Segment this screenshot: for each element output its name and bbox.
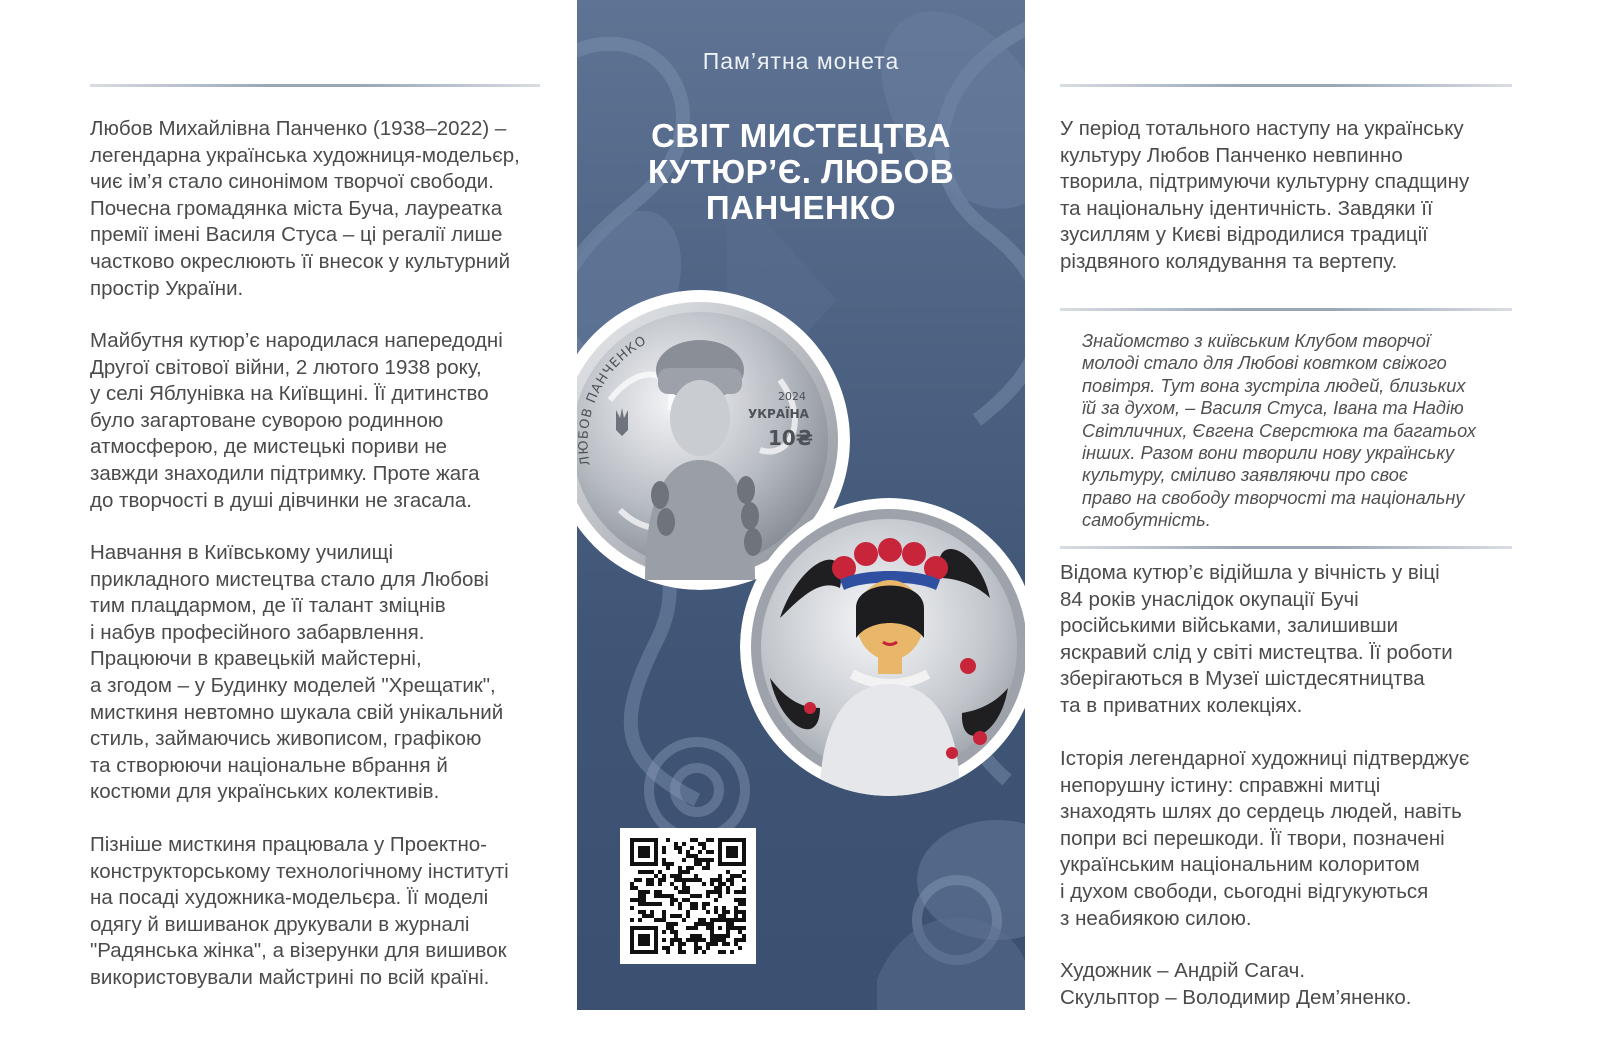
left-paragraph-3: Навчання в Київському училищі прикладного мистецтва стало для Любові тим плацдармом, де її талант зміцнів і набув професійного забарвлення. Працюючи в кравецькій майстерні, а згодом – у Будинку моделей "Хрещатик", мисткиня невтомно шукала свій унікальний стиль, займаючись живописом, графікою та створюючи національне вбрання й костюми для українських колективів. [90, 541, 504, 804]
left-paragraph-1: Любов Михайлівна Панченко (1938–2022) – легендарна українська художниця-модельєр, чиє ім’я стало синонімом творчої свободи. Почесна громадянка міста Буча, лауреатка премії імені Василя Стуса – ці регалії лише частково окреслюють її внесок у культурний простір України. [90, 117, 520, 300]
coin-country: УКРАЇНА [748, 407, 809, 421]
coin-title-line-2: КУТЮР’Є. ЛЮБОВ [647, 153, 955, 190]
coin-kicker: Пам’ятна монета [702, 48, 900, 74]
qr-code[interactable] [620, 828, 756, 964]
coin-panel [577, 0, 1025, 1010]
coin-title-line-3: ПАНЧЕНКО [705, 189, 897, 226]
quote-top-rule [1060, 308, 1512, 311]
qr-code-pattern [630, 838, 746, 954]
coin-legend: ЛЮБОВ ПАНЧЕНКО [576, 333, 650, 467]
left-top-rule [90, 84, 540, 87]
artist-credit: Художник – Андрій Сагач. [1060, 959, 1306, 982]
right-paragraph-3: Історія легендарної художниці підтверджує непорушну істину: справжні митці знаходять шлях до сердець людей, навіть попри всі перешкоди. Її твори, позначені українським національним колоритом і духом свободи, сьогодні відгукуються з неабиякою силою. [1060, 747, 1470, 930]
coin-reverse [740, 498, 1025, 796]
right-paragraph-1: У період тотального наступу на українську культуру Любов Панченко невпинно творила, підтримуючи культурну спадщину та національну ідентичність. Завдяки її зусиллям у Києві відродилися традиції різдвяного колядування та вертепу. [1060, 117, 1470, 273]
left-paragraph-4: Пізніше мисткиня працювала у Проектно- конструкторському технологічному інституті на посаді художника-модельєра. Її моделі одягу й вишиванок друкували в журналі "Радянська жінка", а візерунки для вишивок використовували майстрині по всій країні. [90, 833, 509, 989]
coin-denomination: 10₴ [768, 426, 814, 450]
sculptor-credit: Скульптор – Володимир Дем’яненко. [1060, 986, 1412, 1009]
right-paragraph-2: Відома кутюр’є відійшла у вічність у віці 84 років унаслідок окупації Бучі російськими військами, залишивши яскравий слід у світі мистецтва. Її роботи зберігаються в Музеї шістдесятництва та в приватних колекціях. [1060, 561, 1453, 717]
right-quote: Знайомство з київським Клубом творчої молоді стало для Любові ковтком свіжого повітря. Тут вона зустріла людей, близьких їй за духом, – Василя Стуса, Івана та Надію Світличних, Євгена Сверстюка та багатьох інших. Разом вони творили нову українську культуру, сміливо заявляючи про своє право на свободу творчості та національну самобутність. [1082, 331, 1476, 531]
right-top-rule [1060, 84, 1512, 87]
coin-title [577, 118, 1025, 226]
left-paragraph-2: Майбутня кутюр’є народилася напередодні Другої світової війни, 2 лютого 1938 року, у селі Яблунівка на Київщині. Її дитинство було загартоване суворою родинною атмосферою, де мистецькі пориви не завжди знаходили підтримку. Проте жага до творчості в душі дівчинки не згасала. [90, 329, 503, 512]
coin-title-line-1: СВІТ МИСТЕЦТВА [651, 117, 951, 154]
coin-year: 2024 [778, 390, 806, 403]
quote-bottom-rule [1060, 546, 1512, 549]
